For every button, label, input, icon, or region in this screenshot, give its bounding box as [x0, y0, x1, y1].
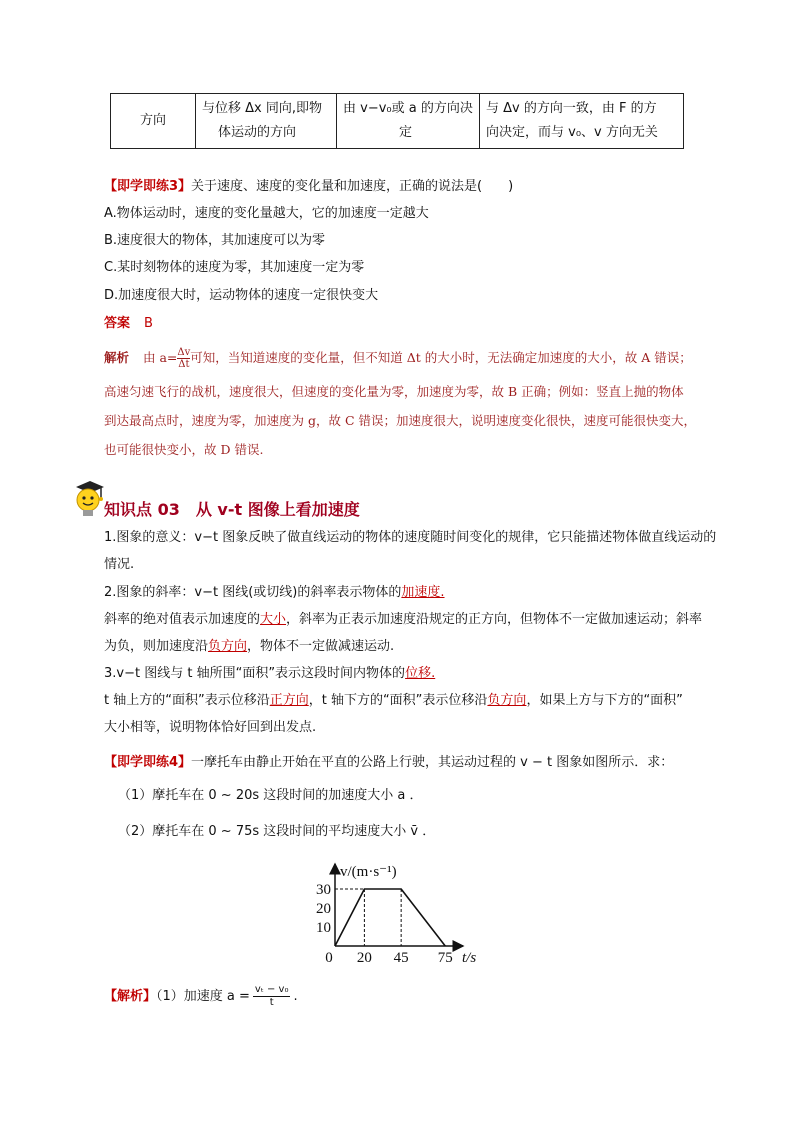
- section-title: 知识点 03 从 v-t 图像上看加速度: [104, 500, 360, 519]
- y-tick-label: 20: [316, 901, 331, 917]
- series-line: [335, 889, 445, 946]
- solution-line-4: 也可能很快变小，故 D 错误.: [104, 442, 264, 457]
- solution-line-1: 解析 由 a= $\frac{\Delta v}{\Delta t}$ 可知，当知道速度的变化量，但不知道 Δt 的大小时，无法确定加速度的大小，故 A 错误；: [104, 347, 692, 370]
- table-cell-acceleration: 与 Δv 的方向一致，由 F 的方 向决定，而与 v₀、v 方向无关: [480, 94, 684, 149]
- solution-line-3: 到达最高点时，速度为零，加速度为 g，故 C 错误；加速度很大，说明速度变化很快，速度可能很快变大，: [104, 413, 696, 428]
- table-cell-velocity-change: 由 v−v₀或 a 的方向决 定: [337, 94, 480, 149]
- x-tick-label: 0: [325, 950, 333, 966]
- option-a: A.物体运动时，速度的变化量越大，它的加速度一定越大: [104, 206, 429, 221]
- x-tick-label: 75: [437, 950, 453, 966]
- exercise-4-solution: 【解析】（1）加速度 a = $\frac{\text{vₜ − v₀}}{t}$ .: [104, 984, 298, 1008]
- kp-para-2b: 斜率的绝对值表示加速度的大小，斜率为正表示加速度沿规定的正方向，但物体不一定做加速运动；斜率: [104, 612, 703, 627]
- solution-line-2: 高速匀速飞行的战机，速度很大，但速度的变化量为零，加速度为零，故 B 正确；例如：竖直上抛的物体: [104, 384, 684, 399]
- fraction: $\frac{\Delta v}{\Delta t}$: [177, 347, 191, 370]
- table-cell-direction: 方向: [111, 94, 196, 149]
- option-d: D.加速度很大时，运动物体的速度一定很快变大: [104, 288, 379, 303]
- x-tick-label: 20: [356, 950, 372, 966]
- kp-para-1a: 1.图象的意义：v−t 图象反映了做直线运动的物体的速度随时间变化的规律，它只能描述物体做直线运动的: [104, 530, 717, 545]
- answer: 答案 B: [104, 316, 153, 331]
- scholar-bulb-icon: [70, 478, 106, 518]
- kp-para-1b: 情况.: [104, 557, 135, 572]
- exercise-4-q2: （2）摩托车在 0 ~ 75s 这段时间的平均速度大小 v̄ ．: [118, 824, 436, 839]
- vt-chart: [300, 858, 490, 970]
- y-tick-label: 10: [316, 920, 331, 936]
- y-axis-label: v/(m·s⁻¹): [340, 864, 397, 880]
- table-row: [111, 94, 684, 149]
- option-b: B.速度很大的物体，其加速度可以为零: [104, 233, 326, 248]
- x-tick-label: 45: [393, 950, 409, 966]
- exercise-3-question: 【即学即练3】关于速度、速度的变化量和加速度，正确的说法是( ): [104, 179, 514, 194]
- comparison-table: [110, 93, 684, 149]
- kp-para-3c: 大小相等，说明物体恰好回到出发点.: [104, 720, 317, 735]
- exercise-4-q1: （1）摩托车在 0 ~ 20s 这段时间的加速度大小 a ．: [118, 788, 423, 803]
- option-c: C.某时刻物体的速度为零，其加速度一定为零: [104, 260, 365, 275]
- table-cell-velocity: 与位移 Δx 同向,即物 体运动的方向: [196, 94, 337, 149]
- exercise-4-question: 【即学即练4】一摩托车由静止开始在平直的公路上行驶，其运动过程的 v − t 图象如图所示．求：: [104, 755, 674, 770]
- kp-para-3b: t 轴上方的“面积”表示位移沿正方向，t 轴下方的“面积”表示位移沿负方向，如果上方与下方的“面积”: [104, 693, 683, 708]
- kp-para-3a: 3.v−t 图线与 t 轴所围“面积”表示这段时间内物体的位移.: [104, 666, 436, 681]
- x-axis-label: t/s: [462, 950, 477, 966]
- kp-para-2c: 为负，则加速度沿负方向，物体不一定做减速运动.: [104, 639, 395, 654]
- fraction: $\frac{\text{vₜ − v₀}}{t}$: [254, 984, 289, 1008]
- kp-para-2a: 2.图象的斜率：v−t 图线(或切线)的斜率表示物体的加速度.: [104, 585, 445, 600]
- y-tick-label: 30: [316, 882, 331, 898]
